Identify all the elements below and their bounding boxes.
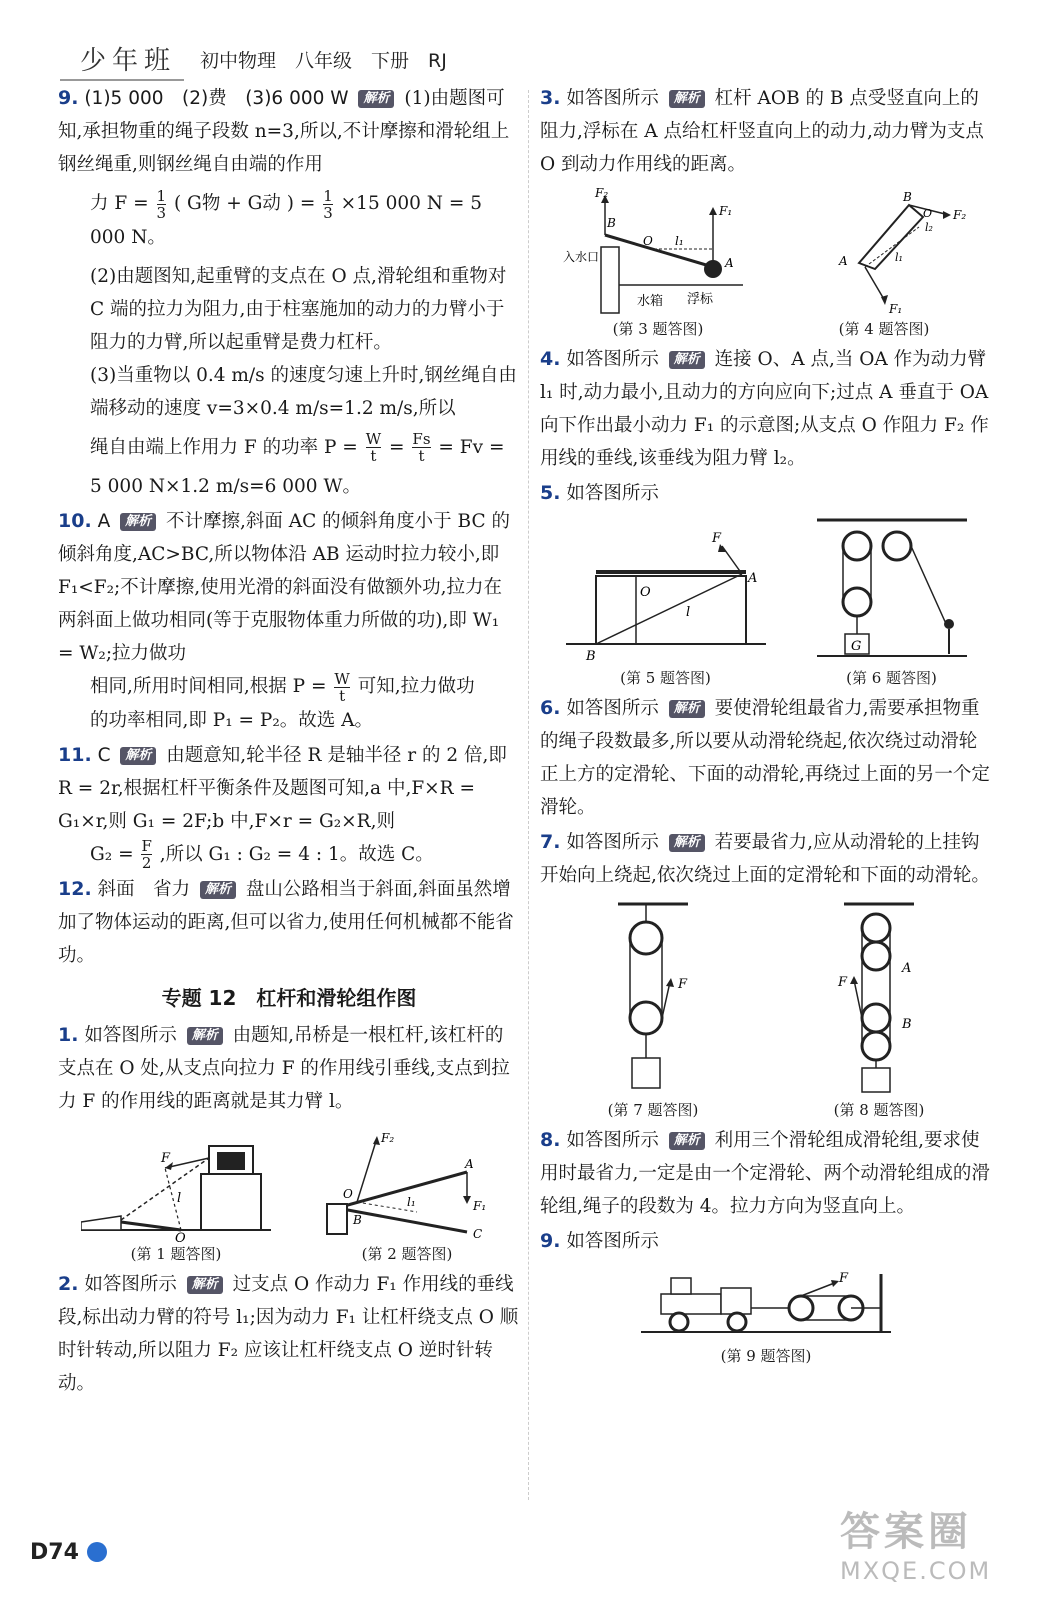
question-number: 11. xyxy=(58,743,92,766)
fig-label: O xyxy=(175,1231,186,1242)
answer-text: 如答图所示 xyxy=(566,349,659,370)
fig-label: F₁ xyxy=(719,204,733,218)
fig-label: F xyxy=(838,975,848,990)
answer-q10 xyxy=(58,505,520,737)
subject-label: 初中物理 八年级 下册 RJ xyxy=(200,50,447,72)
answer-t4 xyxy=(540,343,992,475)
question-number: 9. xyxy=(58,87,79,109)
question-number: 6. xyxy=(540,697,561,719)
fig-label: F₂ xyxy=(381,1131,395,1145)
fraction: $\frac{Fs}{t}$ xyxy=(412,430,431,465)
analysis-text: 由题意知,轮半径 R 是轴半径 r 的 2 倍,即 R = 2r,根据杠杆平衡条件及题图可知,a 中,F×R = G₁×r,则 G₁ = 2F;b 中,F×r = G₂×R,则 xyxy=(58,744,507,832)
fig-label: O xyxy=(643,234,653,248)
answer-text: 如答图所示 xyxy=(566,1130,659,1151)
fig-label: F xyxy=(711,531,721,546)
analysis-text: 由题知,吊桥是一根杠杆,该杠杆的支点在 O 处,从支点向拉力 F 的作用线引垂线,支点到拉力 F 的作用线的距离就是其力臂 l。 xyxy=(58,1025,510,1112)
analysis-text: 盘山公路相当于斜面,斜面虽然增加了物体运动的距离,但可以省力,使用任何机械都不能省功。 xyxy=(58,879,514,966)
fig-label: F xyxy=(678,977,688,992)
analysis-badge: 解析 xyxy=(200,881,236,899)
analysis-text: 利用三个滑轮组成滑轮组,要求使用时最省力,一定是由一个定滑轮、两个动滑轮组成的滑轮组,绳子的段数为 4。拉力方向为竖直向上。 xyxy=(540,1130,990,1217)
fraction: $\frac{1}{3}$ xyxy=(323,186,333,222)
fig-label: O xyxy=(639,585,651,600)
topic-title: 专题 12 杠杆和滑轮组作图 xyxy=(161,986,417,1010)
formula-line: 力 F = $\frac{1}{3}$ ( G物 + G动 ) = $\frac{1}{3}$ ×15 000 N = 5 000 N。 xyxy=(90,186,483,248)
analysis-badge: 解析 xyxy=(669,1132,705,1150)
fig-label: B xyxy=(902,1017,912,1032)
fraction: $\frac{1}{3}$ xyxy=(156,186,167,222)
bent-lever-diagram xyxy=(799,187,969,317)
answer-text: (1)5 000 (2)费 (3)6 000 W xyxy=(84,88,349,109)
fig-label: A xyxy=(839,254,848,268)
fig-label: l₂ xyxy=(925,221,933,234)
figure-caption: (第 1 题答图) xyxy=(130,1245,222,1263)
analysis-text: (3)当重物以 0.4 m/s 的速度匀速上升时,钢丝绳自由端移动的速度 v=3×0.4 m/s=1.2 m/s,所以 xyxy=(90,364,517,419)
page-badge-icon xyxy=(87,1542,107,1562)
analysis-badge: 解析 xyxy=(358,90,394,108)
answer-text: 如答图所示 xyxy=(566,1231,659,1252)
fig-label: l xyxy=(177,1191,182,1206)
question-number: 7. xyxy=(540,831,561,853)
figure-9 xyxy=(641,1264,891,1366)
question-number: 9. xyxy=(540,1230,561,1252)
question-number: 10. xyxy=(58,510,92,532)
watermark: 答案圈 MXQE.COM xyxy=(840,1509,992,1585)
figure-caption: (第 9 题答图) xyxy=(720,1347,812,1365)
pulley-system-diagram xyxy=(817,516,967,666)
answer-t7 xyxy=(540,826,992,892)
answer-q9 xyxy=(58,82,520,503)
answer-text: 如答图所示 xyxy=(84,1025,177,1046)
answer-text: 如答图所示 xyxy=(566,483,659,504)
fig-label: B xyxy=(585,649,596,664)
fig-label: O xyxy=(923,207,933,220)
fig-label: 入水口 xyxy=(563,250,600,264)
column-divider xyxy=(528,90,529,1500)
figure-4 xyxy=(799,187,969,339)
figure-caption: (第 8 题答图) xyxy=(833,1101,925,1119)
fig-label: l xyxy=(685,605,690,620)
analysis-text: 若要最省力,应从动滑轮的上挂钩开始向上绕起,依次绕过上面的定滑轮和下面的动滑轮。 xyxy=(540,832,990,886)
fig-label: l₁ xyxy=(407,1195,416,1209)
figure-caption: (第 4 题答图) xyxy=(838,320,930,338)
answer-q12 xyxy=(58,873,520,972)
analysis-text: 的功率相同,即 P₁ = P₂。故选 A。 xyxy=(90,709,373,731)
answer-text: 如答图所示 xyxy=(566,832,659,853)
figure-5 xyxy=(566,516,766,688)
fig-label: B xyxy=(353,1213,362,1227)
fig-label: 水箱 xyxy=(637,294,664,309)
answer-text: 如答图所示 xyxy=(566,88,659,109)
answer-t3 xyxy=(540,82,992,181)
figure-caption: (第 7 题答图) xyxy=(607,1101,699,1119)
analysis-text: 过支点 O 作动力 F₁ 作用线的垂线段,标出动力臂的符号 l₁;因为动力 F₁ 让杠杆绕支点 O 顺时针转动,所以阻力 F₂ 应该让杠杆绕支点 O 逆时针转动。 xyxy=(58,1274,519,1394)
question-number: 2. xyxy=(58,1273,79,1295)
fig-label: F xyxy=(839,1271,849,1286)
page-header xyxy=(60,38,580,78)
fig-label: A xyxy=(902,961,912,976)
question-number: 4. xyxy=(540,348,561,370)
fig-label: l₁ xyxy=(895,251,903,264)
analysis-badge: 解析 xyxy=(120,513,156,531)
fig-label: F xyxy=(161,1151,171,1166)
answer-text: 如答图所示 xyxy=(84,1274,177,1295)
question-number: 5. xyxy=(540,482,561,504)
answer-t1 xyxy=(58,1019,520,1118)
figure-caption: (第 2 题答图) xyxy=(361,1245,453,1263)
figure-row xyxy=(540,898,992,1120)
analysis-badge: 解析 xyxy=(669,700,705,718)
fig-label: 浮标 xyxy=(687,292,714,307)
fig-label: A xyxy=(725,256,734,270)
analysis-text: 不计摩擦,斜面 AC 的倾斜角度小于 BC 的倾斜角度,AC>BC,所以物体沿 AB 运动时拉力较小,即 F₁<F₂;不计摩擦,使用光滑的斜面没有做额外功,拉力在两斜面上做功相同(等于克服物体重力所做的功),即 W₁ = W₂;拉力做功 xyxy=(58,511,511,664)
crane-arm-diagram xyxy=(317,1124,497,1242)
fig-label: A xyxy=(747,571,757,586)
answer-t5 xyxy=(540,477,992,510)
answer-text: 斜面 省力 xyxy=(97,879,191,900)
fig-label: l₁ xyxy=(675,234,684,248)
analysis-badge: 解析 xyxy=(669,834,705,852)
fig-label: F₂ xyxy=(595,187,609,200)
analysis-text: (2)由题图知,起重臂的支点在 O 点,滑轮组和重物对 C 端的拉力为阻力,由于柱塞施加的动力的力臂小于阻力的力臂,所以起重臂是费力杠杆。 xyxy=(90,265,507,353)
right-column xyxy=(540,82,992,1370)
figure-6 xyxy=(817,516,967,688)
left-column xyxy=(58,82,520,1402)
question-number: 8. xyxy=(540,1129,561,1151)
answer-t2 xyxy=(58,1268,520,1400)
fraction: $\frac{W}{t}$ xyxy=(365,430,382,465)
fig-label: A xyxy=(465,1157,474,1171)
truck-pulley-diagram xyxy=(641,1264,891,1344)
figure-1 xyxy=(81,1124,271,1264)
figure-caption: (第 6 题答图) xyxy=(846,669,937,687)
question-number: 3. xyxy=(540,87,561,109)
question-number: 12. xyxy=(58,878,92,900)
answer-t9 xyxy=(540,1225,992,1258)
answer-text: C xyxy=(97,744,111,766)
formula-line: G₂ = $\frac{F}{2}$ ,所以 G₁ : G₂ = 4 : 1。故选 C。 xyxy=(90,837,434,872)
figure-row xyxy=(58,1124,520,1264)
drawbridge-diagram xyxy=(81,1124,271,1242)
brand-logo: 少年班 xyxy=(60,40,184,81)
fig-label: O xyxy=(343,1187,353,1201)
cabinet-lever-diagram xyxy=(566,516,766,666)
analysis-text: 5 000 N×1.2 m/s=6 000 W。 xyxy=(90,476,361,497)
figure-row xyxy=(540,187,992,339)
analysis-badge: 解析 xyxy=(187,1027,223,1045)
analysis-badge: 解析 xyxy=(669,351,705,369)
page-number: D74 xyxy=(30,1540,107,1565)
analysis-text: 杠杆 AOB 的 B 点受竖直向上的阻力,浮标在 A 点给杠杆竖直向上的动力,动力臂为支点 O 到动力作用线的距离。 xyxy=(540,88,984,175)
analysis-badge: 解析 xyxy=(669,90,705,108)
question-number: 1. xyxy=(58,1024,79,1046)
fraction: $\frac{F}{2}$ xyxy=(141,837,152,872)
fig-label: B xyxy=(607,216,616,230)
analysis-badge: 解析 xyxy=(120,747,156,765)
fig-label: F₁ xyxy=(889,302,903,316)
answer-text: A xyxy=(97,511,111,532)
fraction: $\frac{W}{t}$ xyxy=(334,669,350,705)
answer-text: 如答图所示 xyxy=(566,698,659,719)
figure-2 xyxy=(317,1124,497,1264)
fig-label: C xyxy=(473,1227,483,1241)
formula-line: 相同,所用时间相同,根据 P = $\frac{W}{t}$ 可知,拉力做功 xyxy=(90,669,475,705)
answer-t6 xyxy=(540,692,992,824)
analysis-text: (1)由题图可知,承担物重的绳子段数 n=3,所以,不计摩擦和滑轮组上钢丝绳重,则钢丝绳自由端的作用 xyxy=(58,88,510,175)
fig-label: G xyxy=(850,639,861,654)
figure-caption: (第 5 题答图) xyxy=(620,669,711,687)
answer-q11 xyxy=(58,739,520,872)
figure-caption: (第 3 题答图) xyxy=(612,320,704,338)
fig-label: B xyxy=(903,190,912,204)
pulley-8-diagram xyxy=(824,898,934,1098)
formula-line: 绳自由端上作用力 F 的功率 P = $\frac{W}{t}$ = $\frac{Fs}{t}$ = Fv = xyxy=(90,430,505,465)
figure-row xyxy=(540,1264,992,1366)
answer-t8 xyxy=(540,1124,992,1223)
analysis-badge: 解析 xyxy=(187,1276,223,1294)
figure-8 xyxy=(824,898,934,1120)
figure-3 xyxy=(563,187,753,339)
figure-row xyxy=(540,516,992,688)
figure-7 xyxy=(598,898,708,1120)
analysis-text: 要使滑轮组最省力,需要承担物重的绳子段数最多,所以要从动滑轮绕起,依次绕过动滑轮正上方的定滑轮、下面的动滑轮,再绕过上面的另一个定滑轮。 xyxy=(540,698,990,818)
pulley-7-diagram xyxy=(598,898,708,1098)
analysis-text: 连接 O、A 点,当 OA 作为动力臂 l₁ 时,动力最小,且动力的方向应向下;过点 A 垂直于 OA 向下作出最小动力 F₁ 的示意图;从支点 O 作阻力 F₂ 作用线的垂线,该垂线为阻力臂 l₂。 xyxy=(540,349,989,469)
fig-label: F₂ xyxy=(953,208,967,222)
water-tank-diagram xyxy=(563,187,753,317)
fig-label: F₁ xyxy=(473,1199,487,1213)
